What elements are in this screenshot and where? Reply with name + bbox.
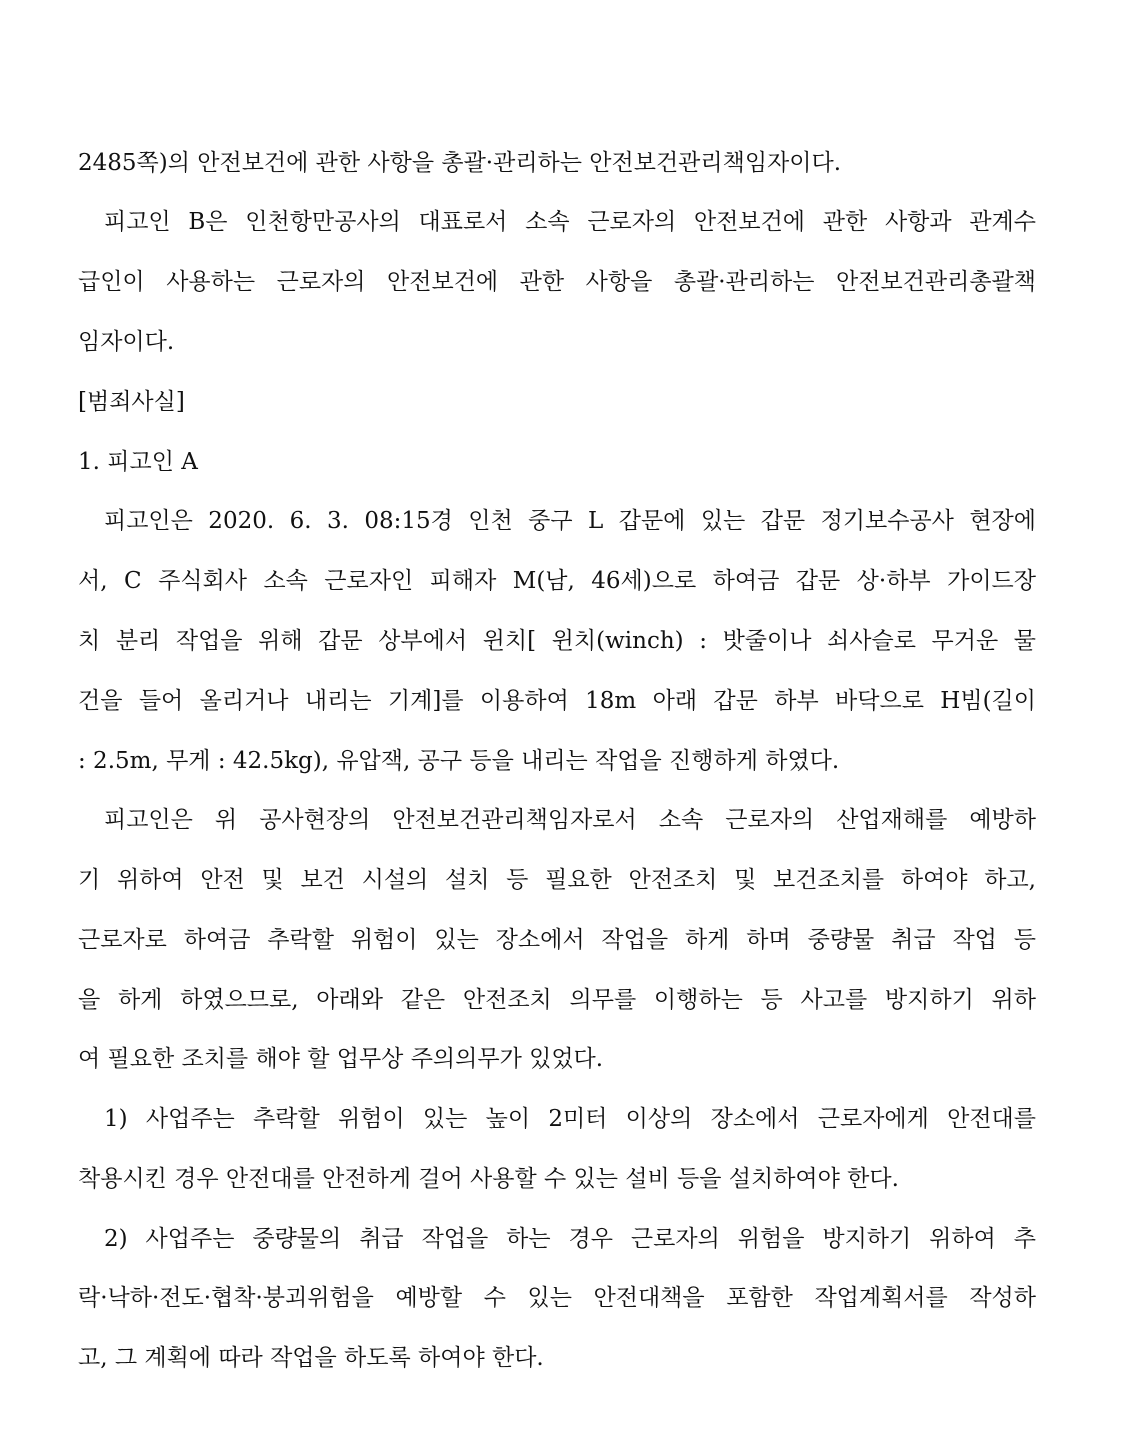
list-item-line: 2) 사업주는 중량물의 취급 작업을 하는 경우 근로자의 위험을 방지하기 위하여 추	[104, 1226, 1036, 1252]
paragraph-line: 피고인 B은 인천항만공사의 대표로서 소속 근로자의 안전보건에 관한 사항과 관계수	[104, 209, 1036, 235]
paragraph-line: 2485쪽)의 안전보건에 관한 사항을 총괄·관리하는 안전보건관리책임자이다.	[78, 150, 842, 176]
section-heading: [범죄사실]	[78, 389, 185, 415]
list-item-line: 1) 사업주는 추락할 위험이 있는 높이 2미터 이상의 장소에서 근로자에게 안전대를	[104, 1106, 1036, 1132]
paragraph-line: 건을 들어 올리거나 내리는 기계]를 이용하여 18m 아래 갑문 하부 바닥으로 H빔(길이	[78, 688, 1036, 714]
paragraph-line: 피고인은 2020. 6. 3. 08:15경 인천 중구 L 갑문에 있는 갑문 정기보수공사 현장에	[104, 508, 1036, 534]
subsection-heading: 1. 피고인 A	[78, 449, 198, 475]
paragraph-line: 을 하게 하였으므로, 아래와 같은 안전조치 의무를 이행하는 등 사고를 방지하기 위하	[78, 987, 1036, 1013]
list-item-line: 착용시킨 경우 안전대를 안전하게 걸어 사용할 수 있는 설비 등을 설치하여야 한다.	[78, 1166, 899, 1192]
paragraph-line: 임자이다.	[78, 329, 175, 355]
paragraph-line: 서, C 주식회사 소속 근로자인 피해자 M(남, 46세)으로 하여금 갑문 상·하부 가이드장	[78, 568, 1036, 594]
list-item-line: 락·낙하·전도·협착·붕괴위험을 예방할 수 있는 안전대책을 포함한 작업계획서를 작성하	[78, 1285, 1036, 1311]
paragraph-line: 기 위하여 안전 및 보건 시설의 설치 등 필요한 안전조치 및 보건조치를 하여야 하고,	[78, 867, 1036, 893]
paragraph-line: 피고인은 위 공사현장의 안전보건관리책임자로서 소속 근로자의 산업재해를 예방하	[104, 807, 1036, 833]
paragraph-line: 급인이 사용하는 근로자의 안전보건에 관한 사항을 총괄·관리하는 안전보건관리총괄책	[78, 269, 1036, 295]
paragraph-line: 여 필요한 조치를 해야 할 업무상 주의의무가 있었다.	[78, 1046, 604, 1072]
paragraph-line: : 2.5m, 무게 : 42.5kg), 유압잭, 공구 등을 내리는 작업을 진행하게 하였다.	[78, 748, 840, 774]
paragraph-line: 치 분리 작업을 위해 갑문 상부에서 윈치[ 윈치(winch) : 밧줄이나 쇠사슬로 무거운 물	[78, 628, 1036, 654]
list-item-line: 고, 그 계획에 따라 작업을 하도록 하여야 한다.	[78, 1345, 544, 1371]
paragraph-line: 근로자로 하여금 추락할 위험이 있는 장소에서 작업을 하게 하며 중량물 취급 작업 등	[78, 927, 1036, 953]
